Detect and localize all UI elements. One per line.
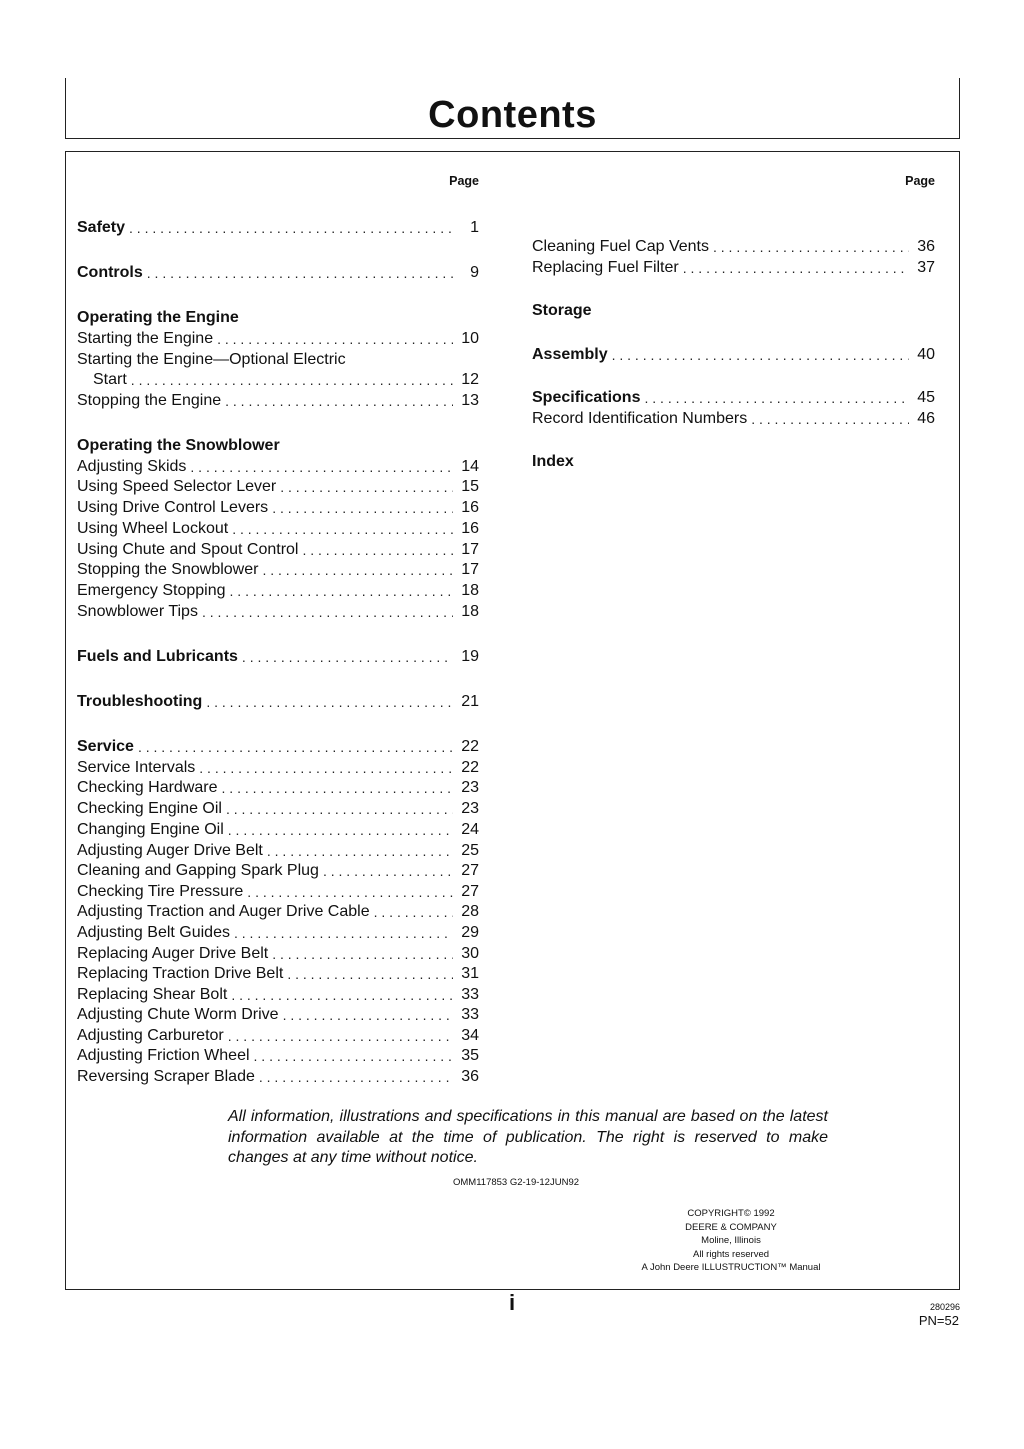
toc-entry-page: 9 xyxy=(470,264,479,281)
toc-entry-page: 33 xyxy=(461,986,479,1003)
toc-entry[interactable] xyxy=(77,841,479,861)
toc-entry-page: 22 xyxy=(461,738,479,755)
toc-entry-page: 24 xyxy=(461,821,479,838)
dot-leader xyxy=(302,540,453,560)
toc-entry-page: 1 xyxy=(470,219,479,236)
toc-entry-page: 21 xyxy=(461,693,479,710)
copyright-line: Moline, Illinois xyxy=(701,1235,761,1246)
toc-entry-label: Using Chute and Spout Control xyxy=(77,541,299,558)
toc-entry-label: Adjusting Belt Guides xyxy=(77,924,230,941)
toc-entry-page: 36 xyxy=(461,1068,479,1085)
toc-entry-label: Fuels and Lubricants xyxy=(77,648,238,665)
toc-entry[interactable] xyxy=(77,758,479,778)
page-column-header: Page xyxy=(449,174,479,188)
dot-leader xyxy=(751,409,909,429)
toc-entry[interactable] xyxy=(77,1026,479,1046)
page-number: i xyxy=(508,1290,516,1315)
toc-entry[interactable] xyxy=(532,345,935,365)
toc-entry-label: Safety xyxy=(77,219,126,236)
toc-entry[interactable] xyxy=(77,218,479,238)
toc-entry-page: 29 xyxy=(461,924,479,941)
toc-entry-page: 16 xyxy=(461,520,479,537)
copyright-line: COPYRIGHT© 1992 xyxy=(687,1208,775,1219)
dot-leader xyxy=(283,1005,453,1025)
dot-leader xyxy=(206,692,453,712)
toc-entry[interactable] xyxy=(532,237,935,257)
toc-section-heading: Operating the Snowblower xyxy=(77,437,280,454)
dot-leader xyxy=(147,263,453,283)
toc-entry-page: 40 xyxy=(917,346,935,363)
toc-entry-page: 36 xyxy=(917,238,935,255)
toc-entry-page: 18 xyxy=(461,603,479,620)
toc-entry[interactable] xyxy=(77,985,479,1005)
toc-entry[interactable] xyxy=(77,737,479,757)
dot-leader xyxy=(129,218,453,238)
dot-leader xyxy=(234,923,453,943)
toc-entry-page: 30 xyxy=(461,945,479,962)
toc-entry-page: 23 xyxy=(461,800,479,817)
toc-entry[interactable] xyxy=(77,391,479,411)
toc-entry-page: 27 xyxy=(461,862,479,879)
form-code: OMM117853 G2-19-12JUN92 xyxy=(452,1177,580,1188)
dot-leader xyxy=(267,841,453,861)
dot-leader xyxy=(226,799,453,819)
toc-entry-page: 17 xyxy=(461,541,479,558)
dot-leader xyxy=(374,902,453,922)
toc-entry-label: Adjusting Friction Wheel xyxy=(77,1047,250,1064)
toc-entry-label: Troubleshooting xyxy=(77,693,203,710)
toc-entry[interactable] xyxy=(532,258,935,278)
dot-leader xyxy=(199,758,453,778)
toc-entry-label: Stopping the Engine xyxy=(77,392,222,409)
toc-section-heading: Storage xyxy=(532,302,592,319)
toc-entry[interactable] xyxy=(77,519,479,539)
footer-pn: PN=52 xyxy=(918,1313,959,1328)
title-frame xyxy=(65,78,960,139)
toc-entry-label: Replacing Fuel Filter xyxy=(532,259,679,276)
dot-leader xyxy=(231,985,453,1005)
dot-leader xyxy=(230,581,453,601)
dot-leader xyxy=(242,647,453,667)
dot-leader xyxy=(272,944,453,964)
copyright-line: All rights reserved xyxy=(692,1248,770,1260)
toc-entry[interactable] xyxy=(77,799,479,819)
toc-entry[interactable] xyxy=(77,882,479,902)
toc-entry[interactable] xyxy=(77,778,479,798)
toc-entry-label: Checking Tire Pressure xyxy=(77,883,244,900)
toc-entry-page: 37 xyxy=(917,259,935,276)
toc-entry[interactable] xyxy=(77,1046,479,1066)
dot-leader xyxy=(217,329,453,349)
toc-entry[interactable] xyxy=(77,329,479,349)
toc-entry-label: Assembly xyxy=(532,346,608,363)
dot-leader xyxy=(254,1046,453,1066)
page-column-header: Page xyxy=(905,174,935,188)
dot-leader xyxy=(259,1067,453,1087)
toc-entry-page: 28 xyxy=(461,903,479,920)
toc-entry-page: 34 xyxy=(461,1027,479,1044)
toc-entry[interactable] xyxy=(77,560,479,580)
toc-entry-page: 45 xyxy=(917,389,935,406)
dot-leader xyxy=(247,882,453,902)
dot-leader xyxy=(323,861,453,881)
toc-entry[interactable] xyxy=(77,1067,479,1087)
toc-entry[interactable] xyxy=(532,409,935,429)
toc-entry-label: Replacing Auger Drive Belt xyxy=(77,945,269,962)
toc-entry-label: Using Wheel Lockout xyxy=(77,520,229,537)
dot-leader xyxy=(262,560,453,580)
dot-leader xyxy=(287,964,453,984)
toc-entry-label: Record Identification Numbers xyxy=(532,410,748,427)
toc-section-heading: Index xyxy=(532,453,574,470)
toc-entry-page: 33 xyxy=(461,1006,479,1023)
dot-leader xyxy=(713,237,909,257)
toc-entry[interactable] xyxy=(77,647,479,667)
toc-entry-label: Service Intervals xyxy=(77,759,196,776)
copyright-line: A John Deere ILLUSTRUCTION™ Manual xyxy=(641,1262,821,1273)
copyright-line: DEERE & COMPANY xyxy=(685,1221,777,1233)
dot-leader xyxy=(202,602,453,622)
toc-entry-label: Checking Hardware xyxy=(77,779,218,796)
toc-entry-label: Emergency Stopping xyxy=(77,582,226,599)
toc-entry-label: Controls xyxy=(77,264,143,281)
disclaimer-text: All information, illustrations and specifications in this manual are based on the latest information available at the time of publication. The right is reserved to make changes at any time without notice. xyxy=(228,1108,828,1166)
toc-entry-page: 19 xyxy=(461,648,479,665)
toc-entry[interactable] xyxy=(77,540,479,560)
toc-entry[interactable] xyxy=(77,602,479,622)
toc-entry[interactable] xyxy=(77,964,479,984)
toc-entry-page: 27 xyxy=(461,883,479,900)
dot-leader xyxy=(131,370,453,390)
toc-entry-page: 22 xyxy=(461,759,479,776)
contents-frame xyxy=(65,151,960,1290)
toc-entry-label: Adjusting Auger Drive Belt xyxy=(77,842,263,859)
toc-entry[interactable] xyxy=(77,692,479,712)
toc-entry[interactable] xyxy=(77,498,479,518)
toc-section-heading: Operating the Engine xyxy=(77,309,239,326)
page-title: Contents xyxy=(428,94,597,136)
toc-entry-page: 14 xyxy=(461,458,479,475)
toc-entry-label: Changing Engine Oil xyxy=(77,821,224,838)
toc-entry-label: Starting the Engine xyxy=(77,330,214,347)
toc-entry-page: 31 xyxy=(461,965,479,982)
toc-entry[interactable] xyxy=(532,388,935,408)
toc-entry-label: Stopping the Snowblower xyxy=(77,561,259,578)
toc-entry[interactable] xyxy=(77,370,479,390)
footer-code: 280296 xyxy=(929,1302,960,1312)
toc-entry-label: Start xyxy=(93,371,127,388)
toc-entry-label: Cleaning and Gapping Spark Plug xyxy=(77,862,319,879)
toc-entry-label: Cleaning Fuel Cap Vents xyxy=(532,238,709,255)
toc-entry[interactable] xyxy=(77,923,479,943)
copyright-block xyxy=(606,1207,856,1275)
toc-entry[interactable] xyxy=(77,820,479,840)
toc-entry-page: 10 xyxy=(461,330,479,347)
toc-entry[interactable] xyxy=(77,581,479,601)
dot-leader xyxy=(222,778,453,798)
toc-entry[interactable] xyxy=(77,944,479,964)
toc-entry-label: Adjusting Skids xyxy=(77,458,187,475)
toc-entry[interactable] xyxy=(77,457,479,477)
dot-leader xyxy=(225,391,453,411)
dot-leader xyxy=(644,388,909,408)
toc-entry[interactable] xyxy=(77,1005,479,1025)
toc-entry-page: 12 xyxy=(461,371,479,388)
dot-leader xyxy=(190,457,453,477)
dot-leader xyxy=(228,820,453,840)
toc-entry-label: Snowblower Tips xyxy=(77,603,198,620)
toc-entry-page: 13 xyxy=(461,392,479,409)
dot-leader xyxy=(683,258,909,278)
toc-entry-page: 16 xyxy=(461,499,479,516)
toc-entry[interactable] xyxy=(77,861,479,881)
dot-leader xyxy=(228,1026,453,1046)
toc-entry-label: Adjusting Carburetor xyxy=(77,1027,224,1044)
toc-entry-label: Service xyxy=(77,738,134,755)
toc-entry-label: Adjusting Traction and Auger Drive Cable xyxy=(77,903,370,920)
toc-entry-text: Starting the Engine—Optional Electric xyxy=(77,351,346,368)
dot-leader xyxy=(232,519,453,539)
toc-entry-page: 18 xyxy=(461,582,479,599)
toc-entry-label: Using Speed Selector Lever xyxy=(77,478,277,495)
toc-entry-label: Using Drive Control Levers xyxy=(77,499,269,516)
dot-leader xyxy=(138,737,453,757)
toc-entry-page: 15 xyxy=(461,478,479,495)
toc-entry[interactable] xyxy=(77,263,479,283)
toc-entry-label: Adjusting Chute Worm Drive xyxy=(77,1006,279,1023)
toc-entry-label: Replacing Traction Drive Belt xyxy=(77,965,284,982)
toc-entry-page: 17 xyxy=(461,561,479,578)
dot-leader xyxy=(612,345,909,365)
toc-entry-page: 35 xyxy=(461,1047,479,1064)
dot-leader xyxy=(280,477,453,497)
dot-leader xyxy=(272,498,453,518)
toc-entry-label: Replacing Shear Bolt xyxy=(77,986,228,1003)
toc-entry[interactable] xyxy=(77,477,479,497)
toc-entry-label: Checking Engine Oil xyxy=(77,800,222,817)
toc-entry-label: Reversing Scraper Blade xyxy=(77,1068,255,1085)
toc-entry-label: Specifications xyxy=(532,389,641,406)
toc-entry-page: 23 xyxy=(461,779,479,796)
toc-entry-page: 25 xyxy=(461,842,479,859)
toc-entry[interactable] xyxy=(77,902,479,922)
toc-entry-page: 46 xyxy=(917,410,935,427)
